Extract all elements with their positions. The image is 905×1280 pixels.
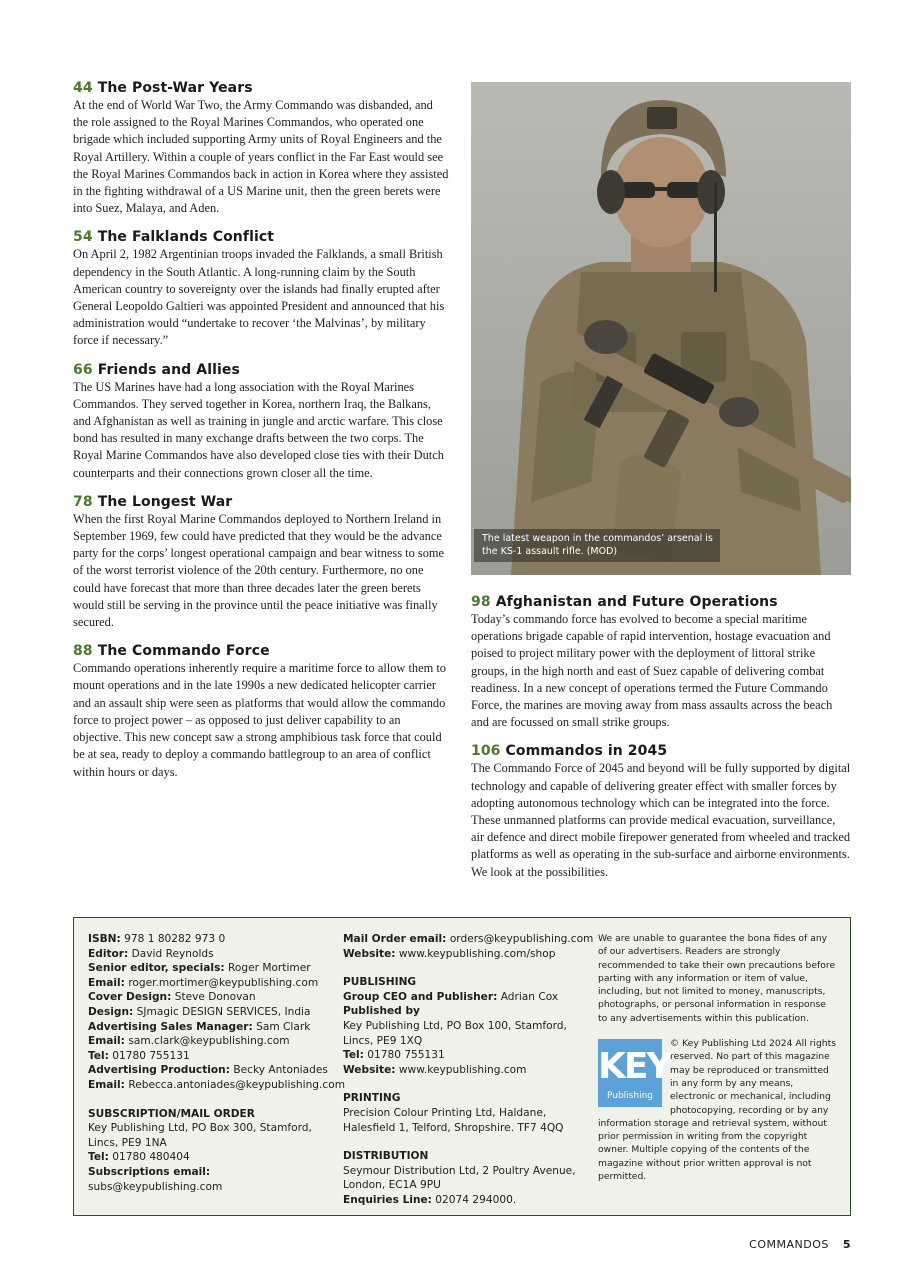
info-line: Key Publishing Ltd, PO Box 300, Stamford,: [88, 1122, 312, 1135]
section-title: The Post-War Years: [97, 80, 253, 96]
website-link[interactable]: www.keypublishing.com/shop: [398, 947, 556, 960]
info-line: Website: www.keypublishing.com/shop: [343, 947, 556, 960]
section-heading: [73, 362, 451, 378]
page-number: 78: [73, 493, 93, 510]
section-text: Today’s commando force has evolved to become a special maritime operations brigade capable of rapid intervention, hostage evacuation and poised to project military power with the deployment of littoral strike groups, in the high north and east of Suez capable of delivering combat readiness. In a new concept of operations termed the Future Commando Force, the marines are moving away from mass assaults across the beach and are focussed on small strike groups.: [471, 612, 833, 730]
info-line: Website: www.keypublishing.com: [343, 1063, 527, 1076]
soldier-illustration: [471, 82, 851, 575]
section-heading: [73, 494, 451, 510]
distribution-heading: DISTRIBUTION: [343, 1150, 429, 1163]
page-number: 44: [73, 80, 93, 96]
section-title: The Commando Force: [97, 643, 270, 660]
section-afghanistan: [471, 594, 851, 731]
section-heading: [73, 229, 451, 245]
section-title: The Longest War: [97, 493, 233, 510]
section-heading: [471, 743, 851, 759]
info-line: Precision Colour Printing Ltd, Haldane,: [343, 1106, 547, 1119]
website-link[interactable]: www.keypublishing.com: [398, 1063, 527, 1076]
email-link[interactable]: sam.clark@keypublishing.com: [128, 1035, 290, 1048]
section-text: At the end of World War Two, the Army Commando was disbanded, and the role assigned to the Royal Marines Commandos, who operated one brigade which included supporting Army units of Royal Engineers and the Royal Artillery. Within a couple of years conflict in the Far East would see the Royal Marines Commandos back in action in Korea where they assisted in the fighting withdrawal of a US Marine unit, then the green berets were into Suez, Malaya, and Aden.: [73, 98, 449, 216]
info-line: Email: sam.clark@keypublishing.com: [88, 1035, 290, 1048]
page-number: 54: [73, 229, 93, 246]
info-column-publishing: [343, 932, 595, 1208]
soldier-photo: [471, 82, 851, 575]
info-line: Enquiries Line: 02074 294000.: [343, 1193, 517, 1206]
page-number: 98: [471, 594, 491, 610]
info-line: Design: SJmagic DESIGN SERVICES, India: [88, 1005, 311, 1018]
section-title: Afghanistan and Future Operations: [495, 594, 778, 610]
info-line: Email: roger.mortimer@keypublishing.com: [88, 976, 319, 989]
page-number: 88: [73, 643, 93, 660]
email-link[interactable]: orders@keypublishing.com: [449, 933, 594, 945]
info-column-legal: [598, 932, 838, 1183]
info-line: Advertising Production: Becky Antoniades: [88, 1064, 328, 1077]
info-line: Senior editor, specials: Roger Mortimer: [88, 962, 311, 975]
info-line: Tel: 01780 480404: [88, 1151, 190, 1164]
page-number: 106: [471, 743, 501, 760]
info-line: Group CEO and Publisher: Adrian Cox: [343, 990, 559, 1003]
caption-line: the KS-1 assault rifle. (MOD): [482, 546, 618, 557]
subscription-heading: SUBSCRIPTION/MAIL ORDER: [88, 1107, 255, 1120]
section-title: Friends and Allies: [97, 361, 240, 378]
left-column: [73, 80, 451, 793]
right-column: [471, 594, 851, 893]
info-line: Mail Order email: orders@keypublishing.com: [343, 933, 594, 945]
section-text: On April 2, 1982 Argentinian troops invaded the Falklands, a small British dependency in the South Atlantic. A long-running claim by the South American country to sovereignty over the islands had finally erupted after General Leopoldo Galtieri was appointed President and announced that his administration would “undertake to recover ‘the Malvinas’, by military force if necessary.”: [73, 247, 445, 348]
info-line: ISBN: 978 1 80282 973 0: [88, 933, 226, 945]
info-line: Key Publishing Ltd, PO Box 100, Stamford,: [343, 1019, 567, 1032]
section-2045: [471, 743, 851, 880]
page-number: 66: [73, 361, 93, 378]
info-line: Subscriptions email:: [88, 1165, 211, 1178]
section-commando-force: [73, 643, 451, 780]
footer-page-number: 5: [842, 1238, 851, 1251]
caption-line: The latest weapon in the commandos’ arsenal is: [482, 533, 713, 544]
info-line: Seymour Distribution Ltd, 2 Poultry Avenue,: [343, 1164, 576, 1177]
email-link[interactable]: Rebecca.antoniades@keypublishing.com: [128, 1078, 346, 1091]
info-line: London, EC1A 9PU: [343, 1179, 441, 1192]
copyright-block: [598, 1037, 838, 1183]
section-text: Commando operations inherently require a maritime force to allow them to mount operations and in the late 1990s a new dedicated helicopter carrier and an assault ship were seen as platforms that would allow the commando force to project power – as opposed to just deliver capability to an objective. This new concept saw a strong amphibious task force that could be at sea, ready to deploy a commando battlegroup to an area of conflict within hours or days.: [73, 661, 446, 779]
section-post-war: [73, 80, 451, 217]
publisher-info-box: [73, 917, 851, 1216]
copyright-text: © Key Publishing Ltd 2024 All rights reserved. No part of this magazine may be reproduced or transmitted in any form by any means, electronic or mechanical, including photocopying, recording or by any information storage and retrieval system, without prior permission in writing from the copyright owner. Multiple copying of the contents of the magazine without prior written approval is not permitted.: [598, 1038, 837, 1183]
info-line: Lincs, PE9 1NA: [88, 1136, 167, 1149]
section-longest-war: [73, 494, 451, 631]
section-heading: [73, 80, 451, 96]
magazine-title: COMMANDOS: [749, 1238, 829, 1251]
section-title: Commandos in 2045: [505, 743, 668, 760]
section-friends-allies: [73, 362, 451, 482]
section-text: The Commando Force of 2045 and beyond will be fully supported by digital technology and capable of delivering greater effect with smaller forces by adopting autonomous technology which can be integrated into the force. These unmanned platforms can provide medical evacuation, surveillance, air defence and direct mobile firepower generated from wheeled and tracked platforms as well as operating in the sub-surface and airborne environments. We look at the possibilities.: [471, 761, 851, 879]
photo-caption: [474, 529, 720, 562]
info-line: Email: Rebecca.antoniades@keypublishing.com: [88, 1078, 346, 1091]
email-link[interactable]: subs@keypublishing.com: [88, 1180, 223, 1193]
info-line: Cover Design: Steve Donovan: [88, 991, 256, 1004]
disclaimer-text: We are unable to guarantee the bona fides of any of our advertisers. Readers are strongly recommended to take their own precautions before parting with any information or item of value, including, but not limited to money, manuscripts, photographs, or personal information in response to any advertisements within this publication.: [598, 933, 836, 1024]
printing-heading: PRINTING: [343, 1092, 401, 1105]
info-line: Tel: 01780 755131: [88, 1049, 190, 1062]
section-heading: [73, 643, 451, 659]
page-footer: [749, 1238, 851, 1251]
info-line: Tel: 01780 755131: [343, 1049, 445, 1062]
section-title: The Falklands Conflict: [97, 229, 275, 246]
info-column-staff: [88, 932, 344, 1194]
key-publishing-logo: KEY Publishing: [598, 1039, 662, 1107]
section-falklands: [73, 229, 451, 349]
email-link[interactable]: roger.mortimer@keypublishing.com: [128, 976, 319, 989]
publishing-heading: PUBLISHING: [343, 976, 417, 989]
section-heading: [471, 594, 851, 610]
info-line: Lincs, PE9 1XQ: [343, 1034, 423, 1047]
section-text: When the first Royal Marine Commandos deployed to Northern Ireland in September 1969, few could have predicted that they would be the advance party for the corps’ longest operational campaign and bear witness to some of the worst terrorist violence of the 20th century. Furthermore, no one could have forecast that more than three decades later the green berets would still be serving in the province until the peace initiative was finally secured.: [73, 511, 445, 630]
section-text: The US Marines have had a long association with the Royal Marines Commandos. They served together in Korea, northern Iraq, the Balkans, and Afghanistan as well as training in jungle and arctic warfare. This close bond has resulted in many exchange drafts between the two corps. The Royal Marine Commandos have also developed close ties with their Dutch counterparts and their connections grown closer all the time.: [73, 379, 444, 480]
info-line: Advertising Sales Manager: Sam Clark: [88, 1020, 311, 1033]
info-line: Halesfield 1, Telford, Shropshire. TF7 4QQ: [343, 1121, 564, 1134]
info-line: Published by: [343, 1005, 420, 1018]
info-line: Editor: David Reynolds: [88, 947, 214, 960]
